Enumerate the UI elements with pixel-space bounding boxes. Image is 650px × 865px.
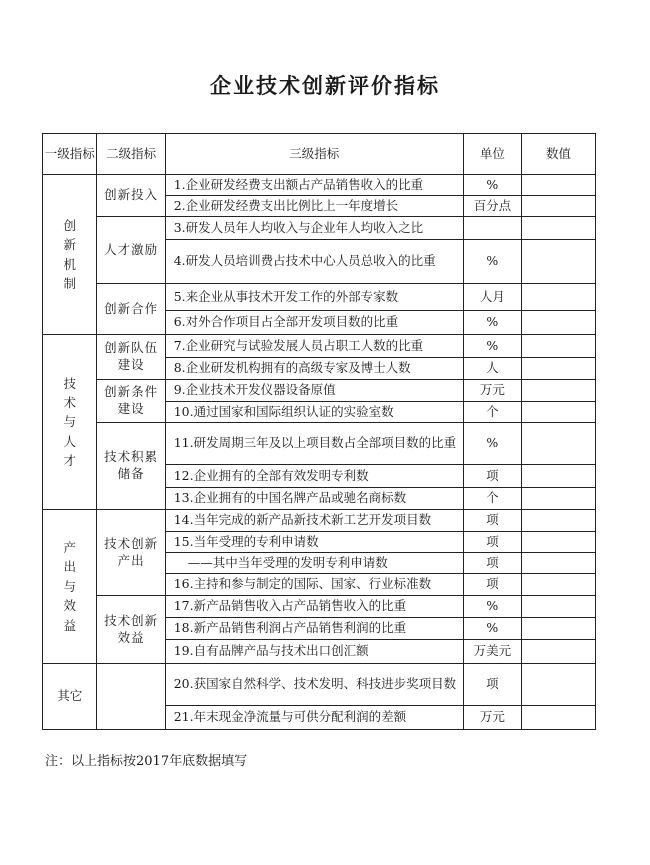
level1-cell: 创新机制	[43, 175, 97, 335]
indicator-cell: 7.企业研究与试验发展人员占职工人数的比重	[165, 335, 463, 358]
unit-cell: 人	[463, 358, 521, 380]
unit-cell: %	[463, 423, 521, 465]
indicator-cell: 14.当年完成的新产品新技术新工艺开发项目数	[165, 510, 463, 532]
level2-cell: 技术创新产出	[97, 510, 165, 596]
indicator-cell: 2.企业研发经费支出比例比上一年度增长	[165, 196, 463, 217]
unit-cell: 个	[463, 402, 521, 423]
value-input[interactable]	[521, 402, 595, 423]
value-input[interactable]	[521, 175, 595, 196]
value-input[interactable]	[521, 423, 595, 465]
indicator-cell: 19.自有品牌产品与技术出口创汇额	[165, 640, 463, 664]
table-row	[43, 217, 596, 240]
indicator-cell: 11.研发周期三年及以上项目数占全部项目数的比重	[165, 423, 463, 465]
level1-cell: 产出与效益	[43, 510, 97, 664]
level2-cell: 技术积累储备	[97, 423, 165, 510]
value-input[interactable]	[521, 240, 595, 284]
indicator-cell: 6.对外合作项目占全部开发项目数的比重	[165, 311, 463, 335]
table-row	[43, 664, 596, 706]
level2-cell: 人才激励	[97, 217, 165, 284]
indicator-cell: 15.当年受理的专利申请数	[165, 532, 463, 553]
indicator-cell: 12.企业拥有的全部有效发明专利数	[165, 465, 463, 488]
unit-cell	[463, 217, 521, 240]
indicator-cell: 17.新产品销售收入占产品销售收入的比重	[165, 596, 463, 618]
header-level3: 三级指标	[165, 134, 463, 175]
level2-cell: 创新队伍建设	[97, 335, 165, 380]
indicator-cell: 18.新产品销售利润占产品销售利润的比重	[165, 618, 463, 640]
level1-cell: 技术与人才	[43, 335, 97, 510]
level2-cell: 创新条件建设	[97, 380, 165, 423]
table-header-row	[43, 134, 596, 175]
level2-cell: 创新合作	[97, 284, 165, 335]
header-value: 数值	[521, 134, 595, 175]
unit-cell: 万元	[463, 380, 521, 402]
header-level2: 二级指标	[97, 134, 165, 175]
evaluation-table	[42, 133, 596, 730]
unit-cell: 项	[463, 465, 521, 488]
value-input[interactable]	[521, 380, 595, 402]
value-input[interactable]	[521, 664, 595, 706]
value-input[interactable]	[521, 488, 595, 510]
indicator-cell: ——其中当年受理的发明专利申请数	[165, 553, 463, 574]
unit-cell: 项	[463, 574, 521, 596]
table-row	[43, 335, 596, 358]
value-input[interactable]	[521, 553, 595, 574]
indicator-cell: 9.企业技术开发仪器设备原值	[165, 380, 463, 402]
unit-cell: 万元	[463, 706, 521, 730]
table-row	[43, 284, 596, 311]
footnote: 注：以上指标按2017年底数据填写	[45, 754, 248, 769]
unit-cell: %	[463, 175, 521, 196]
indicator-cell: 8.企业研发机构拥有的高级专家及博士人数	[165, 358, 463, 380]
indicator-cell: 5.来企业从事技术开发工作的外部专家数	[165, 284, 463, 311]
indicator-cell: 10.通过国家和国际组织认证的实验室数	[165, 402, 463, 423]
unit-cell: 百分点	[463, 196, 521, 217]
header-level1: 一级指标	[43, 134, 97, 175]
value-input[interactable]	[521, 284, 595, 311]
page-title: 企业技术创新评价指标	[210, 74, 440, 98]
level2-cell: 技术创新效益	[97, 596, 165, 664]
value-input[interactable]	[521, 465, 595, 488]
table-row	[43, 596, 596, 618]
unit-cell: %	[463, 596, 521, 618]
unit-cell: 项	[463, 664, 521, 706]
unit-cell: 项	[463, 510, 521, 532]
indicator-cell: 1.企业研发经费支出额占产品销售收入的比重	[165, 175, 463, 196]
table-row	[43, 423, 596, 465]
value-input[interactable]	[521, 311, 595, 335]
value-input[interactable]	[521, 574, 595, 596]
value-input[interactable]	[521, 640, 595, 664]
unit-cell: %	[463, 335, 521, 358]
value-input[interactable]	[521, 618, 595, 640]
unit-cell: 万美元	[463, 640, 521, 664]
indicator-cell: 13.企业拥有的中国名牌产品或驰名商标数	[165, 488, 463, 510]
value-input[interactable]	[521, 335, 595, 358]
unit-cell: %	[463, 618, 521, 640]
value-input[interactable]	[521, 532, 595, 553]
unit-cell: 个	[463, 488, 521, 510]
value-input[interactable]	[521, 596, 595, 618]
unit-cell: %	[463, 240, 521, 284]
value-input[interactable]	[521, 358, 595, 380]
value-input[interactable]	[521, 510, 595, 532]
level2-cell-empty	[97, 664, 165, 730]
table-row	[43, 510, 596, 532]
unit-cell: 人月	[463, 284, 521, 311]
value-input[interactable]	[521, 217, 595, 240]
table-row	[43, 380, 596, 402]
indicator-cell: 3.研发人员年人均收入与企业年人均收入之比	[165, 217, 463, 240]
unit-cell: 项	[463, 553, 521, 574]
indicator-cell: 16.主持和参与制定的国际、国家、行业标准数	[165, 574, 463, 596]
unit-cell: 项	[463, 532, 521, 553]
value-input[interactable]	[521, 706, 595, 730]
indicator-cell: 4.研发人员培训费占技术中心人员总收入的比重	[165, 240, 463, 284]
level1-cell: 其它	[43, 664, 97, 730]
indicator-cell: 21.年末现金净流量与可供分配利润的差额	[165, 706, 463, 730]
header-unit: 单位	[463, 134, 521, 175]
level2-cell: 创新投入	[97, 175, 165, 217]
indicator-cell: 20.获国家自然科学、技术发明、科技进步奖项目数	[165, 664, 463, 706]
value-input[interactable]	[521, 196, 595, 217]
table-row	[43, 175, 596, 196]
unit-cell: %	[463, 311, 521, 335]
